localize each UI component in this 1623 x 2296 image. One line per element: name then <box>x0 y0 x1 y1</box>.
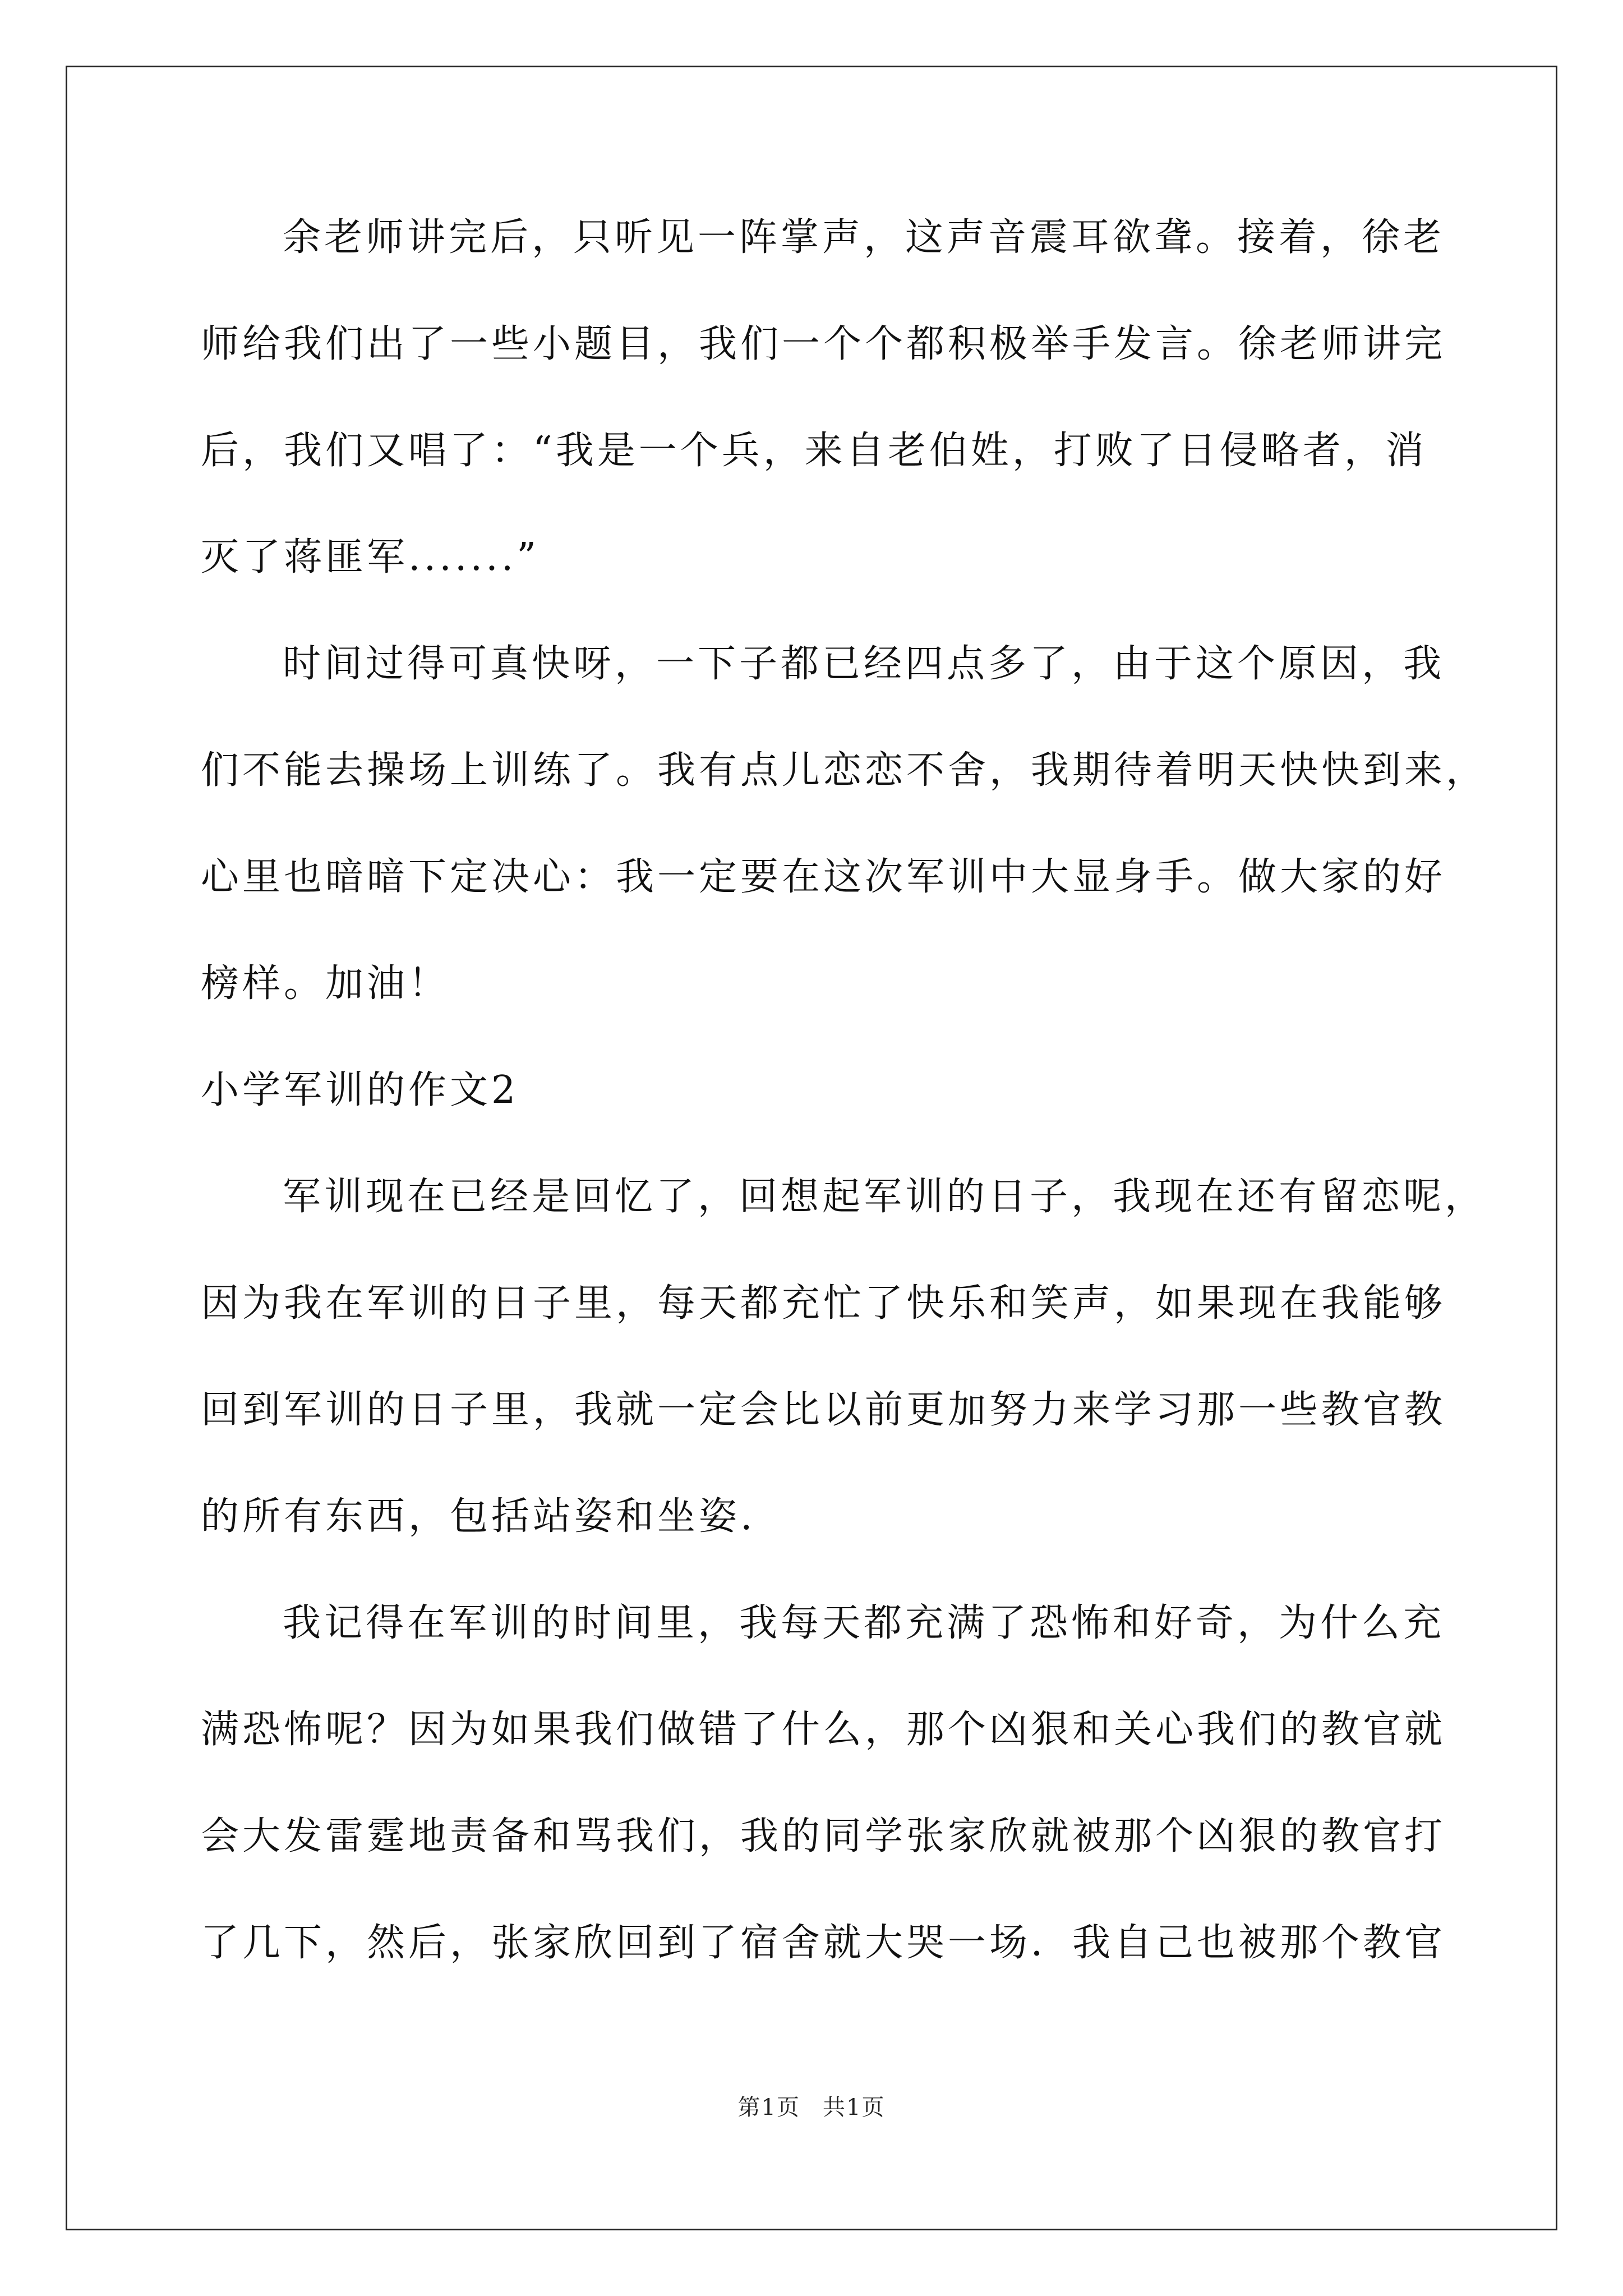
text-line: 我记得在军训的时间里，我每天都充满了恐怖和好奇，为什么充 <box>283 1601 1445 1645</box>
page-total: 共1页 <box>823 2095 886 2120</box>
text-line: 时间过得可真快呀，一下子都已经四点多了，由于这个原因，我 <box>283 642 1445 686</box>
text-line: 因为我在军训的日子里，每天都充忙了快乐和笑声，如果现在我能够 <box>201 1281 1446 1326</box>
text-line: 后，我们又唱了：“我是一个兵，来自老伯姓，打败了日侵略者，消 <box>201 429 1427 473</box>
text-line: 灭了蒋匪军.......” <box>201 535 540 579</box>
text-line: 的所有东西，包括站姿和坐姿. <box>201 1494 756 1539</box>
text-line: 师给我们出了一些小题目，我们一个个都积极举手发言。徐老师讲完 <box>201 322 1446 366</box>
page-number: 第1页 <box>737 2095 800 2120</box>
text-line: 军训现在已经是回忆了，回想起军训的日子，我现在还有留恋呢， <box>283 1175 1487 1219</box>
page-border <box>66 66 1557 2230</box>
page-footer <box>0 2093 1623 2122</box>
text-line: 心里也暗暗下定决心：我一定要在这次军训中大显身手。做大家的好 <box>201 855 1446 899</box>
text-line: 了几下，然后，张家欣回到了宿舍就大哭一场．我自己也被那个教官 <box>201 1921 1446 1965</box>
text-line: 会大发雷霆地责备和骂我们，我的同学张家欣就被那个凶狠的教官打 <box>201 1814 1446 1858</box>
text-line: 余老师讲完后，只听见一阵掌声，这声音震耳欲聋。接着，徐老 <box>283 215 1445 260</box>
text-line: 们不能去操场上训练了。我有点儿恋恋不舍，我期待着明天快快到来， <box>201 748 1488 793</box>
section-heading: 小学军训的作文2 <box>201 1068 519 1112</box>
text-line: 榜样。加油！ <box>201 961 450 1006</box>
text-line: 回到军训的日子里，我就一定会比以前更加努力来学习那一些教官教 <box>201 1388 1446 1432</box>
text-line: 满恐怖呢？因为如果我们做错了什么，那个凶狠和关心我们的教官就 <box>201 1708 1446 1752</box>
